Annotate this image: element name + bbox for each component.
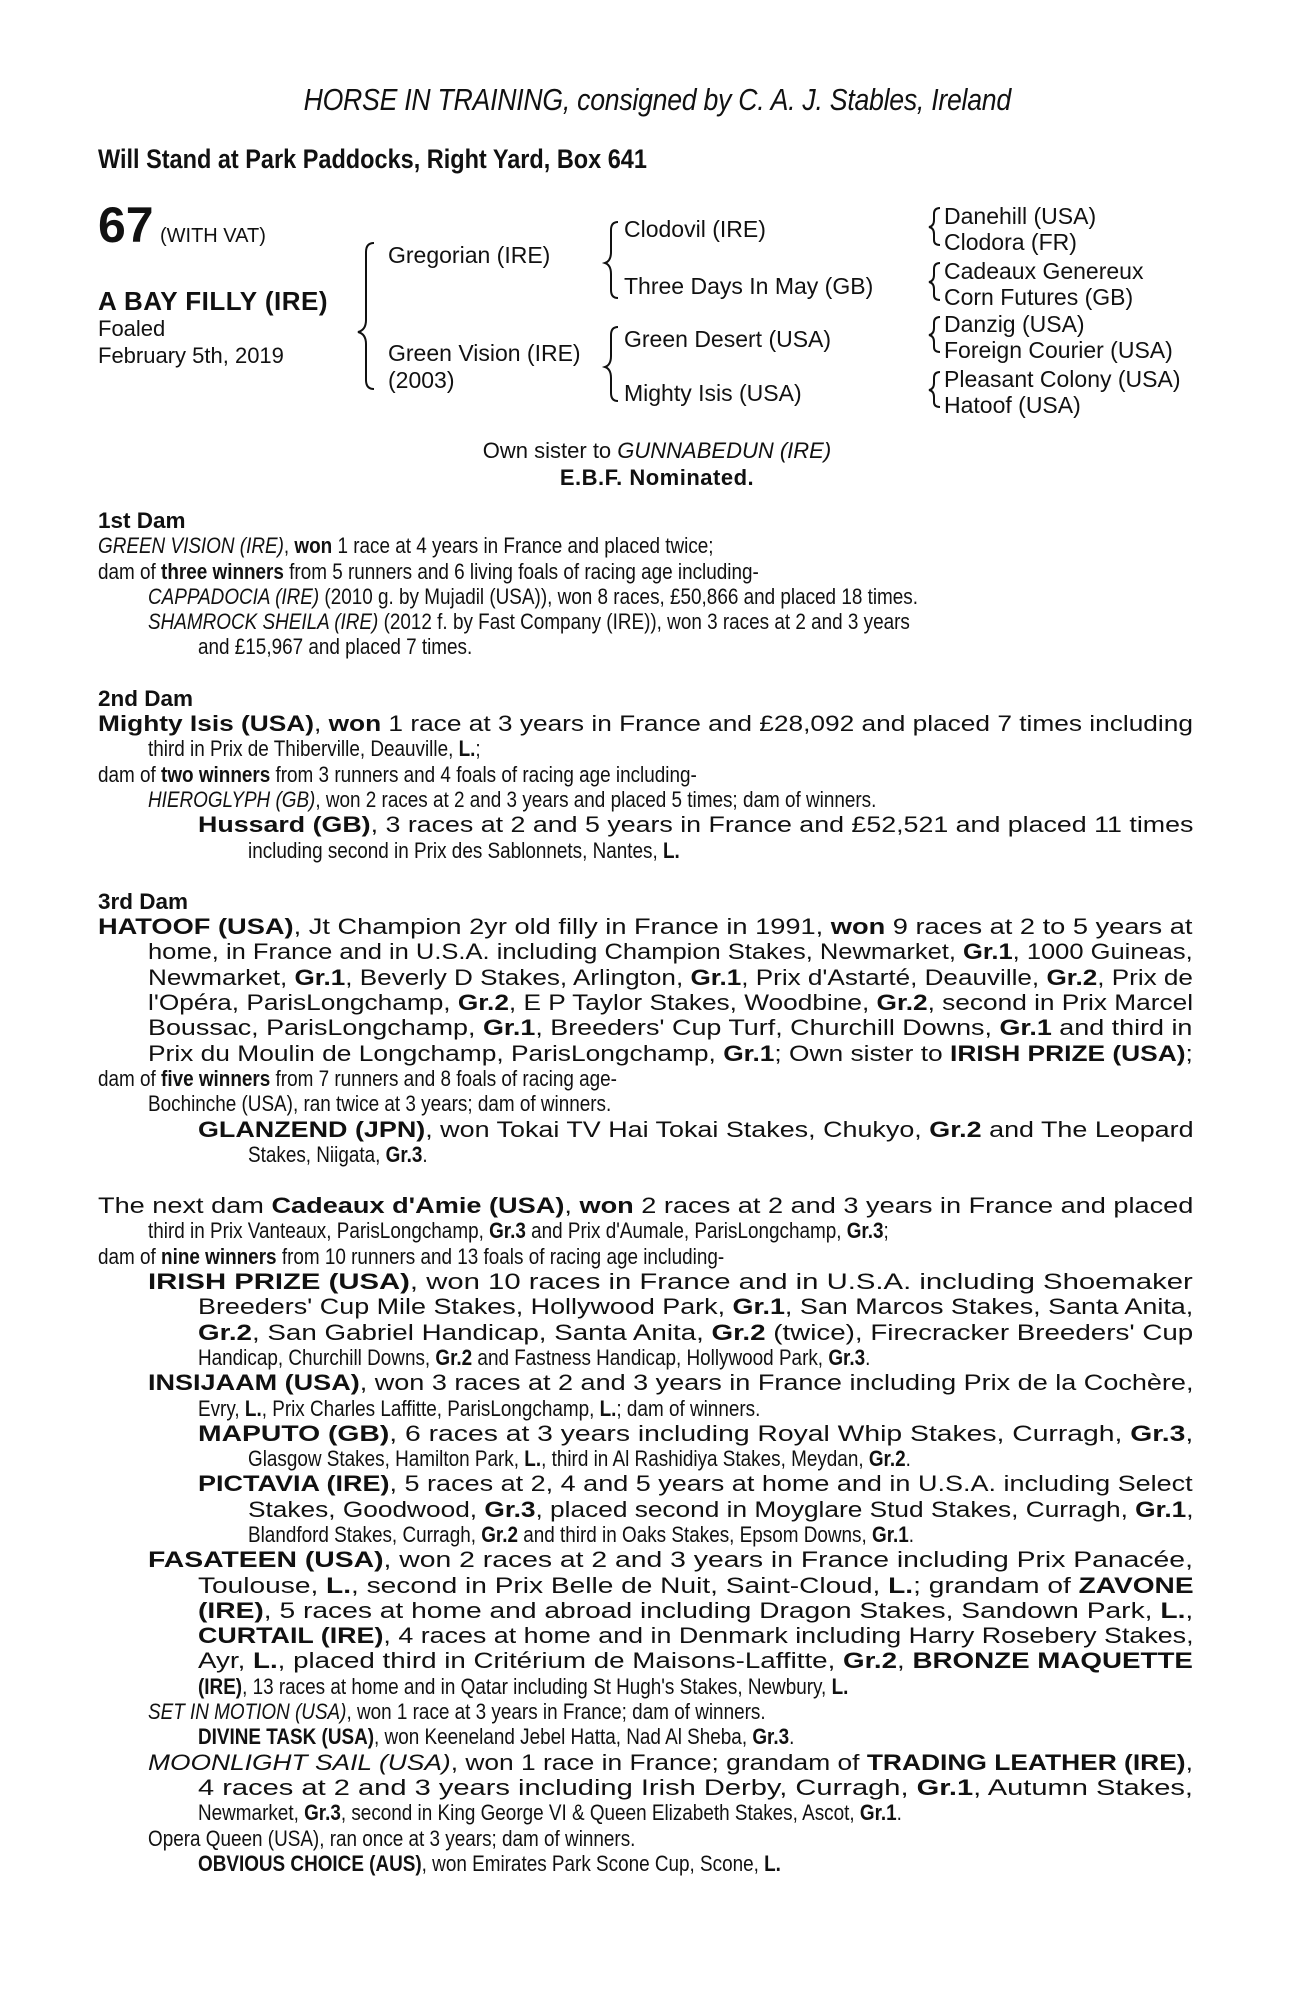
text-run: , second in Prix Belle de Nuit, Saint-Cloud, (351, 1572, 889, 1598)
bold-run: MAPUTO (GB) (198, 1420, 390, 1446)
text-run: and third in Oaks Stakes, Epsom Downs, (518, 1521, 873, 1547)
text-run: , (564, 1193, 580, 1219)
dam-section (98, 1193, 1193, 1876)
text-run: , 5 races at 2, 4 and 5 years at home and in U.S.A. including Select (389, 1471, 1193, 1497)
text-run: (2012 f. by Fast Company (IRE)), won 3 races at 2 and 3 years (378, 609, 910, 635)
italic-run: SET IN MOTION (USA) (148, 1699, 347, 1725)
text-line (98, 939, 1193, 964)
text-run: 1 race at 4 years in France and placed twice; (332, 533, 714, 559)
bold-run: Gr.3 (828, 1344, 866, 1370)
bold-run: CURTAIL (IRE) (198, 1623, 384, 1649)
text-line (98, 1396, 1193, 1421)
pedigree-g3: Clodora (FR) (944, 229, 1077, 255)
text-line (98, 1446, 1193, 1471)
bold-run: Gr.1 (999, 1015, 1052, 1041)
text-line (98, 1674, 1193, 1699)
text-run: and Prix d'Aumale, ParisLongchamp, (525, 1218, 847, 1244)
text-run: l'Opéra, ParisLongchamp, (148, 990, 458, 1016)
pedigree-dam: Green Vision (IRE) (388, 340, 581, 366)
bold-run: Gr.3 (385, 1141, 423, 1167)
text-run: . (908, 1521, 915, 1547)
text-run: , third in Al Rashidiya Stakes, Meydan, (541, 1446, 869, 1472)
text-line (98, 1471, 1193, 1496)
text-run: . (896, 1800, 902, 1826)
bold-run: Gr.1 (690, 964, 742, 990)
brace-g3-2 (929, 263, 940, 300)
text-run: including second in Prix des Sablonnets, Nantes, (248, 837, 663, 863)
bold-run: Gr.1 (723, 1040, 775, 1066)
pedigree-g3: Danehill (USA) (944, 203, 1097, 229)
text-run: ; (475, 736, 481, 762)
bold-run: Hussard (GB) (198, 812, 371, 838)
text-line (98, 1091, 1193, 1116)
text-line (98, 609, 1193, 634)
text-run: Stakes, Niigata, (248, 1141, 386, 1167)
text-run: 9 races at 2 to 5 years at (885, 914, 1193, 940)
text-line (98, 1851, 1193, 1876)
horse-description: A BAY FILLY (IRE) (98, 286, 329, 316)
text-run: Stakes, Goodwood, (248, 1496, 485, 1522)
bold-run: Gr.1 (859, 1800, 897, 1826)
text-run: Prix du Moulin de Longchamp, ParisLongchamp, (148, 1040, 724, 1066)
bold-run: HATOOF (USA) (98, 914, 294, 940)
text-line (98, 1269, 1193, 1294)
text-line (98, 1750, 1193, 1775)
text-line (98, 838, 1193, 863)
brace-gen1 (358, 243, 374, 389)
brace-g3-4 (929, 372, 940, 407)
text-run: , 1000 Guineas, (1012, 939, 1193, 965)
bold-run: Gr.1 (916, 1774, 974, 1800)
bold-run: Gr.2 (435, 1344, 473, 1370)
text-run: , 6 races at 3 years including Royal Whip Stakes, Curragh, (389, 1420, 1131, 1446)
pedigree-sire-dam: Three Days In May (GB) (624, 273, 874, 299)
italic-run: GREEN VISION (IRE) (98, 533, 284, 559)
bold-run: IRISH PRIZE (USA) (950, 1040, 1186, 1066)
bold-run: ZAVONE (1078, 1572, 1194, 1598)
text-run: 4 races at 2 and 3 years including Irish Derby, Curragh, (198, 1774, 917, 1800)
bold-run: L. (662, 837, 680, 863)
text-line (98, 1547, 1193, 1572)
bold-run: L. (244, 1395, 262, 1421)
text-line (98, 1218, 1193, 1243)
text-run: third in Prix de Thiberville, Deauville, (148, 736, 459, 762)
pedigree-dam-sire: Green Desert (USA) (624, 326, 832, 352)
text-line (98, 711, 1193, 736)
text-run: Blandford Stakes, Curragh, (248, 1521, 482, 1547)
text-run: , Prix de (1097, 964, 1193, 990)
text-run: , won 1 race in France; grandam of (450, 1749, 867, 1775)
text-run: , second in Prix Marcel (927, 990, 1194, 1016)
bold-run: Gr.1 (482, 1015, 536, 1041)
text-run: . (905, 1446, 911, 1472)
brace-g3-1 (929, 208, 940, 245)
bold-run: Gr.2 (481, 1521, 519, 1547)
catalogue-body (98, 508, 1193, 1876)
section-heading: 3rd Dam (98, 888, 189, 914)
text-run: and Fastness Handicap, Hollywood Park, (472, 1344, 829, 1370)
pedigree-g3: Cadeaux Genereux (944, 258, 1144, 284)
dam-section (98, 686, 1193, 863)
pedigree-sire: Gregorian (IRE) (388, 242, 551, 268)
text-line (98, 1497, 1193, 1522)
pedigree-dam-dam: Mighty Isis (USA) (624, 380, 802, 406)
text-run: Breeders' Cup Mile Stakes, Hollywood Park, (198, 1294, 733, 1320)
pedigree-sire-sire: Clodovil (IRE) (624, 216, 766, 242)
bold-run: L. (253, 1648, 278, 1674)
text-line (98, 1117, 1193, 1142)
text-line (98, 1041, 1193, 1066)
text-run: , won 2 races at 2 and 3 years and placed 5 times; dam of winners. (315, 786, 877, 812)
bold-run: L. (1160, 1597, 1186, 1623)
text-run: . (789, 1724, 795, 1750)
pedigree-g3: Pleasant Colony (USA) (944, 366, 1181, 392)
text-run: , 5 races at home and abroad including Dragon Stakes, Sandown Park, (263, 1597, 1161, 1623)
italic-run: SHAMROCK SHEILA (IRE) (148, 609, 379, 635)
text-line (98, 1775, 1193, 1800)
text-run: , won 1 race at 3 years in France; dam of winners. (346, 1699, 766, 1725)
text-line (98, 965, 1193, 990)
text-run: Toulouse, (198, 1572, 327, 1598)
text-line (98, 1345, 1193, 1370)
text-line (98, 1724, 1193, 1749)
text-line (98, 1648, 1193, 1673)
bold-run: Gr.2 (1046, 964, 1098, 990)
text-run: dam of (98, 1065, 162, 1091)
text-run: , San Marcos Stakes, Santa Anita, (784, 1294, 1194, 1320)
text-run: ; dam of winners. (616, 1395, 761, 1421)
text-line (98, 1573, 1193, 1598)
bold-run: Gr.2 (711, 1319, 766, 1345)
text-run: ; Own sister to (774, 1040, 951, 1066)
pedigree-g3: Foreign Courier (USA) (944, 337, 1173, 363)
text-run: , (897, 1648, 913, 1674)
text-run: , Prix d'Astarté, Deauville, (741, 964, 1047, 990)
text-line (98, 990, 1193, 1015)
text-run: , Beverly D Stakes, Arlington, (345, 964, 691, 990)
text-run: , won 10 races in France and in U.S.A. including Shoemaker (409, 1269, 1193, 1295)
text-line (98, 1066, 1193, 1091)
foaled-date: February 5th, 2019 (98, 343, 284, 368)
bold-run: TRADING LEATHER (IRE) (866, 1749, 1186, 1775)
bold-run: Mighty Isis (USA) (98, 711, 314, 737)
bold-run: DIVINE TASK (USA) (198, 1724, 375, 1750)
text-line (98, 812, 1193, 837)
foaled-label: Foaled (98, 316, 166, 341)
bold-run: L. (326, 1572, 352, 1598)
bold-run: Gr.3 (752, 1724, 790, 1750)
text-run: . (865, 1344, 871, 1370)
bold-run: Gr.2 (843, 1648, 898, 1674)
text-run: , second in King George VI & Queen Elizabeth Stakes, Ascot, (340, 1800, 860, 1826)
text-run: home, in France and in U.S.A. including Champion Stakes, Newmarket, (148, 939, 964, 965)
text-line (98, 1826, 1193, 1851)
text-run: Handicap, Churchill Downs, (198, 1344, 436, 1370)
text-run: , won 2 races at 2 and 3 years in France including Prix Panacée, (383, 1547, 1193, 1573)
own-sister-name: GUNNABEDUN (IRE) (617, 438, 832, 463)
bold-run: Gr.2 (457, 990, 509, 1016)
text-run: , Jt Champion 2yr old filly in France in 1991, (293, 914, 831, 940)
text-run: The next dam (98, 1193, 272, 1219)
pedigree-g3: Corn Futures (GB) (944, 284, 1134, 310)
text-run: Opera Queen (USA), ran once at 3 years; dam of winners. (148, 1825, 636, 1851)
brace-g3-3 (929, 317, 940, 352)
bold-run: Gr.3 (484, 1496, 536, 1522)
text-run: dam of (98, 761, 162, 787)
text-line (98, 1623, 1193, 1648)
bold-run: won (830, 914, 886, 940)
text-line (98, 584, 1193, 609)
text-run: , won Emirates Park Scone Cup, Scone, (421, 1850, 765, 1876)
text-run: and £15,967 and placed 7 times. (198, 634, 473, 660)
text-run: , (1186, 1496, 1194, 1522)
italic-run: CAPPADOCIA (IRE) (148, 583, 320, 609)
text-run: . (422, 1141, 428, 1167)
text-line (98, 762, 1193, 787)
bold-run: three winners (161, 558, 284, 584)
text-run: from 5 runners and 6 living foals of racing age including- (283, 558, 759, 584)
text-run: , San Gabriel Handicap, Santa Anita, (251, 1319, 712, 1345)
text-run: ; grandam of (913, 1572, 1079, 1598)
text-run: , E P Taylor Stakes, Woodbine, (508, 990, 877, 1016)
pedigree-dam-year: (2003) (388, 367, 455, 393)
text-run: Newmarket, (148, 964, 295, 990)
text-run: and third in (1051, 1015, 1193, 1041)
brace-dam (605, 327, 618, 401)
italic-run: MOONLIGHT SAIL (USA) (148, 1749, 451, 1775)
bold-run: Gr.1 (872, 1521, 909, 1547)
text-line (98, 1142, 1193, 1167)
text-run: 1 race at 3 years in France and £28,092 and placed 7 times including (381, 711, 1193, 737)
text-run: , placed second in Moyglare Stud Stakes, Curragh, (535, 1496, 1136, 1522)
text-run: , won Tokai TV Hai Tokai Stakes, Chukyo, (425, 1116, 930, 1142)
bold-run: (IRE) (198, 1673, 243, 1699)
text-line (98, 1015, 1193, 1040)
text-line (98, 533, 1193, 558)
bold-run: BRONZE MAQUETTE (912, 1648, 1193, 1674)
bold-run: Gr.3 (846, 1218, 884, 1244)
pedigree-g3: Danzig (USA) (944, 311, 1085, 337)
dam-section (98, 508, 1193, 660)
text-run: , Autumn Stakes, (973, 1774, 1193, 1800)
bold-run: won (294, 533, 333, 559)
ebf-nominated: E.B.F. Nominated. (559, 465, 755, 490)
text-line (98, 1193, 1193, 1218)
bold-run: Gr.1 (1135, 1496, 1187, 1522)
text-line (98, 1421, 1193, 1446)
bold-run: GLANZEND (JPN) (198, 1116, 426, 1142)
bold-run: Gr.1 (294, 964, 346, 990)
text-run: , (1185, 1749, 1193, 1775)
text-run: Newmarket, (198, 1800, 305, 1826)
text-run: dam of (98, 558, 162, 584)
text-line (98, 1294, 1193, 1319)
bold-run: FASATEEN (USA) (148, 1547, 384, 1573)
text-run: ; (883, 1218, 889, 1244)
bold-run: INSIJAAM (USA) (148, 1370, 360, 1396)
text-run: , 4 races at home and in Denmark including Harry Rosebery Stakes, (383, 1623, 1194, 1649)
text-run: , Prix Charles Laffitte, ParisLongchamp, (261, 1395, 600, 1421)
bold-run: L. (524, 1446, 542, 1472)
text-run: Evry, (198, 1395, 245, 1421)
text-line (98, 1598, 1193, 1623)
own-sister-prefix: Own sister to (482, 438, 618, 463)
text-run: , won 3 races at 2 and 3 years in France including Prix de la Cochère, (359, 1370, 1194, 1396)
text-run: , (313, 711, 329, 737)
text-run: , placed third in Critérium de Maisons-Laffitte, (277, 1648, 844, 1674)
bold-run: nine winners (161, 1243, 277, 1269)
pedigree-g3: Hatoof (USA) (944, 392, 1081, 418)
bold-run: L. (831, 1673, 849, 1699)
text-line (98, 1699, 1193, 1724)
section-heading: 1st Dam (98, 508, 186, 533)
text-line (98, 736, 1193, 761)
bold-run: won (579, 1193, 634, 1219)
text-run: Bochinche (USA), ran twice at 3 years; dam of winners. (148, 1091, 612, 1117)
stand-location: Will Stand at Park Paddocks, Right Yard, Box 641 (98, 144, 647, 174)
text-line (98, 1244, 1193, 1269)
text-line (98, 634, 1193, 659)
bold-run: Gr.2 (868, 1446, 906, 1472)
text-run: and The Leopard (981, 1116, 1194, 1142)
bold-run: Gr.3 (489, 1218, 526, 1244)
page-title: HORSE IN TRAINING, consigned by C. A. J. Stables, Ireland (303, 82, 1011, 117)
bold-run: Gr.1 (963, 939, 1013, 965)
bold-run: Gr.3 (304, 1800, 341, 1826)
brace-sire (605, 222, 618, 298)
text-line (98, 559, 1193, 584)
bold-run: L. (458, 736, 476, 762)
text-run: Ayr, (198, 1648, 254, 1674)
dam-section (98, 889, 1193, 1167)
bold-run: Cadeaux d'Amie (USA) (271, 1193, 565, 1219)
text-run: (2010 g. by Mujadil (USA)), won 8 races, £50,866 and placed 18 times. (319, 583, 919, 609)
text-run: from 10 runners and 13 foals of racing age including- (276, 1243, 725, 1269)
text-run: dam of (98, 1243, 162, 1269)
bold-run: L. (888, 1572, 914, 1598)
text-run: , Breeders' Cup Turf, Churchill Downs, (535, 1015, 1000, 1041)
bold-run: L. (599, 1395, 617, 1421)
own-sister-note (0, 438, 1314, 464)
section-heading: 2nd Dam (98, 685, 194, 711)
lot-number: 67 (98, 197, 154, 253)
bold-run: Gr.2 (929, 1116, 982, 1142)
text-run: , (1185, 1420, 1194, 1446)
text-run: , 3 races at 2 and 5 years in France and £52,521 and placed 11 times (370, 812, 1194, 838)
bold-run: IRISH PRIZE (USA) (148, 1269, 410, 1295)
bold-run: five winners (161, 1065, 271, 1091)
bold-run: OBVIOUS CHOICE (AUS) (198, 1850, 422, 1876)
text-line (98, 1320, 1193, 1345)
vat-note: (WITH VAT) (160, 225, 266, 247)
bold-run: Gr.2 (198, 1319, 252, 1345)
text-run: Glasgow Stakes, Hamilton Park, (248, 1446, 525, 1472)
text-run: ; (1185, 1040, 1193, 1066)
text-run: Boussac, ParisLongchamp, (148, 1015, 483, 1041)
text-line (98, 1370, 1193, 1395)
text-run: , (1185, 1597, 1194, 1623)
text-run: from 3 runners and 4 foals of racing age including- (270, 761, 697, 787)
text-run: , 13 races at home and in Qatar including St Hugh's Stakes, Newbury, (242, 1673, 832, 1699)
text-line (98, 914, 1193, 939)
text-run: , won Keeneland Jebel Hatta, Nad Al Sheba, (374, 1724, 753, 1750)
text-line (98, 1800, 1193, 1825)
text-run: (twice), Firecracker Breeders' Cup (765, 1319, 1194, 1345)
text-run: 2 races at 2 and 3 years in France and placed (633, 1193, 1194, 1219)
bold-run: Gr.3 (1130, 1420, 1186, 1446)
bold-run: (IRE) (198, 1597, 264, 1623)
bold-run: Gr.1 (732, 1294, 785, 1320)
bold-run: won (328, 711, 382, 737)
text-line (98, 787, 1193, 812)
text-run: from 7 runners and 8 foals of racing age- (270, 1065, 617, 1091)
bold-run: two winners (161, 761, 271, 787)
bold-run: L. (764, 1850, 781, 1876)
text-run: third in Prix Vanteaux, ParisLongchamp, (148, 1218, 490, 1244)
bold-run: PICTAVIA (IRE) (198, 1471, 390, 1497)
italic-run: HIEROGLYPH (GB) (148, 786, 316, 812)
text-run: , (283, 533, 295, 559)
text-line (98, 1522, 1193, 1547)
bold-run: Gr.2 (876, 990, 928, 1016)
